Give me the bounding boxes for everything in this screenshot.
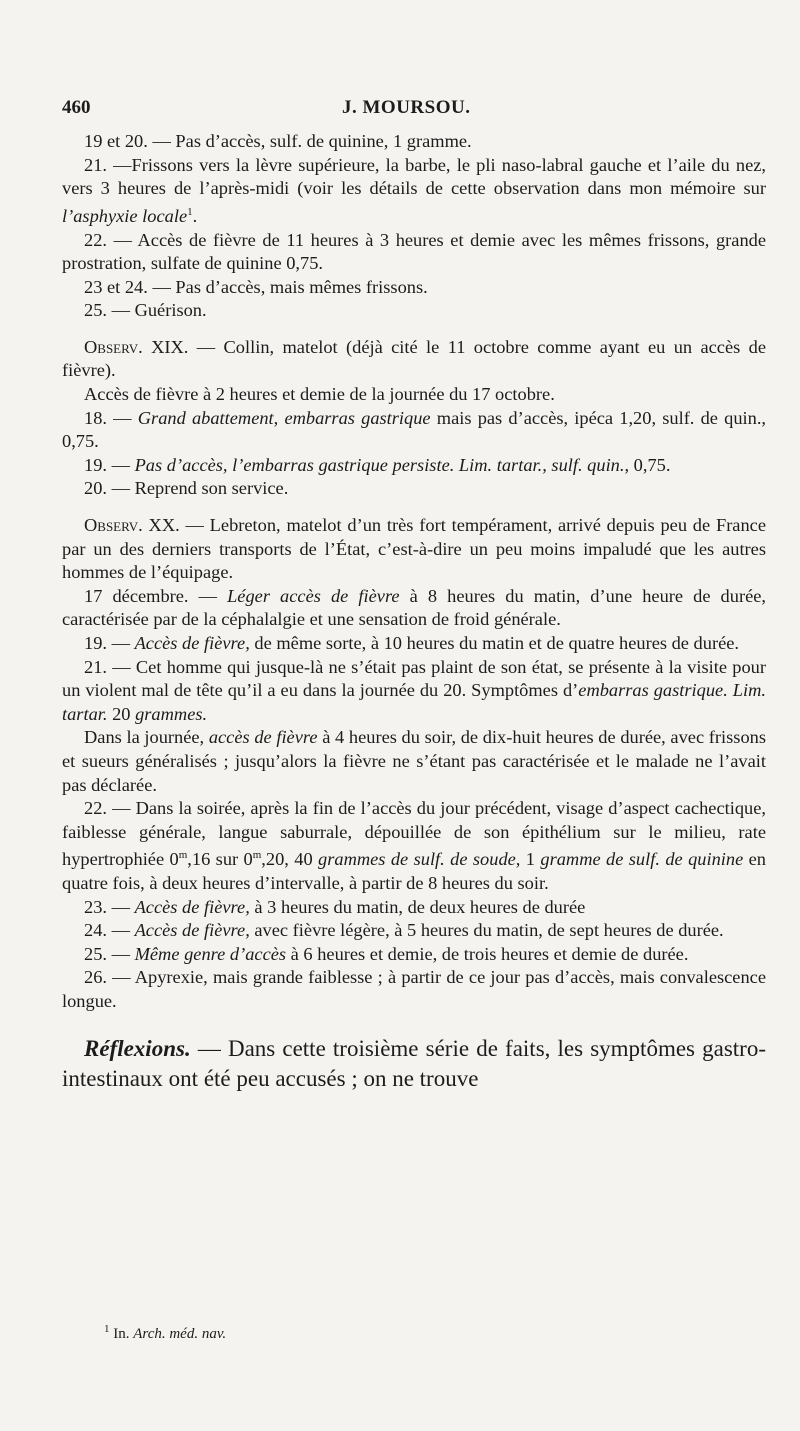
footnote-ref: 1 (187, 205, 193, 218)
paragraph (62, 154, 766, 229)
observation-heading (62, 336, 766, 383)
paragraph (62, 585, 766, 632)
observation-label: Observ. XIX. (84, 336, 189, 357)
emphasis: Même genre d’accès (134, 943, 287, 964)
text-run: Dans la journée, (84, 727, 209, 748)
text-run: ,20, 40 (261, 849, 319, 870)
text-run: 21. — Cet homme qui jusque-là ne s’était pas plaint de son état, se présente à la visite pour un violent mal de tête qu’il a eu dans la journée du 20. Symptômes d’ (62, 656, 766, 701)
emphasis: Léger accès de fièvre (227, 585, 400, 606)
text-run: — Collin, matelot (déjà cité le 11 octobre comme ayant eu un accès de fièvre). (62, 336, 767, 381)
paragraph (62, 943, 766, 967)
paragraph: 19 et 20. — Pas d’accès, sulf. de quinine, 1 gramme. (84, 131, 472, 151)
emphasis: grammes de sulf. de soude, (318, 849, 521, 870)
text-run: ,16 sur 0 (187, 849, 253, 870)
paragraph: 22. — Accès de fièvre de 11 heures à 3 heures et demie avec les mêmes frissons, grande prostration, sulfate de quinine 0,75. (62, 229, 766, 274)
text-run: en quatre fois, à deux heures d’intervalle, à partir de 8 heures du soir. (62, 849, 766, 894)
footnote-mark: 1 (104, 1323, 110, 1335)
text-run: 22. — Dans la soirée, après la fin de l’accès du jour précédent, visage d’aspect cachectique, faiblesse générale, langue saburrale, dépouillée de son épithélium sur le milieu, rate hypertrophiée 0 (62, 798, 766, 870)
text-run: — Dans cette troisième série de faits, les symptômes gastro-intestinaux ont été peu accusés ; on ne trouve (62, 1035, 766, 1091)
text-run: 25. — (84, 943, 135, 964)
observation-heading (62, 514, 766, 585)
text-run: . (192, 205, 198, 226)
paragraph (62, 454, 766, 478)
paragraph (62, 407, 766, 454)
page-body (62, 130, 766, 1094)
paragraph (62, 919, 766, 943)
text-run: 21. —Frissons vers la lèvre supérieure, la barbe, le pli naso-labral gauche et l’aile du nez, vers 3 heures de l’après-midi (voir les détails de cette observation dans mon mémoire sur (62, 154, 766, 199)
text-run: 19. — (84, 633, 135, 653)
text-run: 17 décembre. — (84, 585, 228, 606)
text-run: à 6 heures et demie, de trois heures et demie de durée. (286, 943, 689, 964)
text-run: avec fièvre légère, à 5 heures du matin, de sept heures de durée. (249, 920, 724, 941)
page-number: 460 (62, 97, 91, 118)
text-run: 1 (520, 849, 541, 870)
paragraph: 23 et 24. — Pas d’accès, mais mêmes frissons. (84, 276, 428, 297)
text-run: , 0,75. (624, 454, 671, 475)
text-run: de même sorte, à 10 heures du matin et de quatre heures de durée. (249, 633, 739, 653)
emphasis: Grand abattement, embarras gastrique (137, 407, 431, 428)
reflexions-paragraph (62, 1034, 766, 1094)
paragraph (62, 797, 766, 896)
paragraph (62, 726, 766, 797)
emphasis: Accès de fièvre, (134, 896, 250, 917)
text-run: 20 (107, 703, 136, 724)
text-run: — Lebreton, matelot d’un très fort tempérament, arrivé depuis peu de France par un des derniers transports de l’État, c’est-à-dire un peu moins impaludé que les autres hommes de l’équipage. (62, 515, 766, 583)
footnote (104, 1323, 226, 1343)
text-run: In. (109, 1326, 134, 1342)
text-run: mais pas d’accès, ipéca 1,20, sulf. de quin., 0,75. (62, 407, 767, 452)
emphasis: grammes. (135, 703, 208, 724)
paragraph: 25. — Guérison. (84, 300, 207, 321)
emphasis: Accès de fièvre, (134, 633, 250, 653)
emphasis: embarras gastrique. Lim. tartar. (62, 680, 766, 724)
emphasis: accès de fièvre (208, 727, 318, 748)
paragraph: Accès de fièvre à 2 heures et demie de la journée du 17 octobre. (84, 384, 555, 405)
unit-sup: m (178, 849, 188, 862)
section-title: Réflexions. (84, 1035, 191, 1061)
emphasis: Accès de fièvre, (134, 920, 250, 941)
text-run: 19. — (84, 454, 135, 475)
text-run: 18. — (84, 407, 138, 428)
unit-sup: m (252, 849, 262, 862)
paragraph (62, 896, 766, 920)
text-run: à 4 heures du soir, de dix-huit heures de durée, avec frissons et sueurs généralisés ; jusqu’alors la fièvre ne s’étant pas caractérisée et le malade ne l’avait pas déclarée. (62, 727, 766, 795)
emphasis: Pas d’accès, l’embarras gastrique persiste. Lim. tartar., sulf. quin. (134, 454, 625, 475)
emphasis: l’asphyxie locale (62, 205, 188, 226)
paragraph: 20. — Reprend son service. (84, 478, 289, 499)
page-header (62, 97, 760, 123)
paragraph (62, 632, 766, 656)
emphasis: gramme de sulf. de quinine (540, 849, 744, 870)
text-run: 23. — (84, 896, 135, 917)
emphasis: Arch. méd. nav. (133, 1326, 227, 1342)
paragraph (62, 656, 766, 727)
text-run: 24. — (84, 920, 135, 941)
text-run: à 8 heures du matin, d’une heure de durée, caractérisée par de la céphalalgie et une sensation de froid générale. (62, 585, 766, 630)
paragraph: 26. — Apyrexie, mais grande faiblesse ; à partir de ce jour pas d’accès, mais convalescence longue. (62, 967, 766, 1012)
text-run: à 3 heures du matin, de deux heures de durée (249, 896, 586, 917)
running-title: J. MOURSOU. (342, 97, 471, 118)
observation-label: Observ. XX. (84, 515, 180, 536)
